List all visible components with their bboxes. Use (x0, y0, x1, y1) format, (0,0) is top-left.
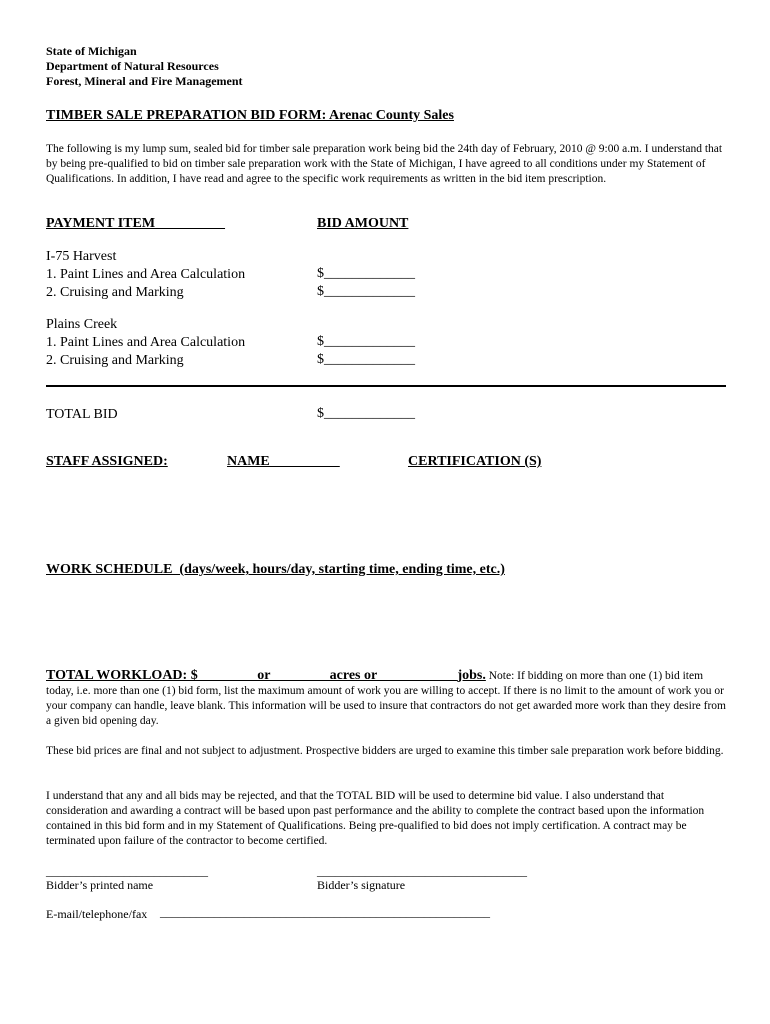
workload-note-rest: bid item today, i.e. more than one (1) bid form, list the maximum amount of work you are willing to accept. If there is no limit to the amount of work you or your company can handle, leave blank. This information will be used to insure that contractors do not get awarded more work than they desire from a given bid opening day. (46, 670, 727, 727)
signature-line[interactable]: ___________________________________ (317, 864, 527, 878)
group-name-i75: I-75 Harvest (46, 249, 117, 264)
payment-item-row: 1. Paint Lines and Area Calculation (46, 335, 246, 350)
workload-note-start: Note: If bidding on more than one (1) (488, 670, 663, 682)
bid-amount-header: BID AMOUNT (317, 216, 409, 231)
staff-assigned-label: STAFF ASSIGNED: (46, 454, 168, 469)
payment-item-row: 2. Cruising and Marking (46, 285, 184, 300)
bid-amount-field[interactable]: $_____________ (317, 352, 415, 367)
final-prices-paragraph: These bid prices are final and not subject to adjustment. Prospective bidders are urged to examine this timber sale preparation work before bidding. (46, 745, 724, 757)
total-bid-field[interactable]: $_____________ (317, 406, 415, 421)
printed-name-line[interactable]: ___________________________ (46, 864, 208, 878)
bid-amount-field[interactable]: $_____________ (317, 284, 415, 299)
printed-name-label: Bidder’s printed name (46, 878, 154, 892)
total-bid-label: TOTAL BID (46, 407, 118, 422)
total-workload-block (46, 668, 726, 729)
header-department: Department of Natural Resources (46, 59, 219, 73)
work-schedule-heading: WORK SCHEDULE (days/week, hours/day, starting time, ending time, etc.) (46, 562, 505, 577)
signature-label: Bidder’s signature (317, 878, 406, 892)
form-title: TIMBER SALE PREPARATION BID FORM: Arenac County Sales (46, 108, 454, 123)
group-name-plains-creek: Plains Creek (46, 317, 118, 332)
staff-name-header: NAME (227, 454, 340, 469)
header-division: Forest, Mineral and Fire Management (46, 74, 243, 88)
bid-form-page (46, 44, 727, 921)
contact-label: E-mail/telephone/fax (46, 907, 148, 921)
agency-header (46, 44, 726, 89)
staff-certification-header: CERTIFICATION (S) (408, 454, 542, 469)
payment-item-row: 1. Paint Lines and Area Calculation (46, 267, 246, 282)
understanding-paragraph: I understand that any and all bids may be rejected, and that the TOTAL BID will be used to determine bid value. I also understand that consideration and awarding a contract will be based upon past performance and the ability to complete the contract based upon the information contained in this bid form and in my Statement of Qualifications. Being pre-qualified to bid does not imply certification. A contract may be terminated upon failure of the contractor to become certified. (46, 790, 705, 847)
intro-paragraph: The following is my lump sum, sealed bid for timber sale preparation work being bid the 24th day of February, 2010 @ 9:00 a.m. I understand that by being pre-qualified to bid on timber sale preparation work with the State of Michigan, I have agreed to all conditions under my Statement of Qualifications. In addition, I have read and agree to the specific work requirements as written in the bid item prescription. (46, 143, 723, 185)
bid-amount-field[interactable]: $_____________ (317, 334, 415, 349)
total-workload-heading: TOTAL WORKLOAD: $________ or ________acres or ___________jobs. (46, 668, 486, 683)
payment-item-row: 2. Cruising and Marking (46, 353, 184, 368)
payment-item-header: PAYMENT ITEM (46, 216, 226, 231)
contact-line[interactable]: _______________________________________________________ (160, 905, 490, 919)
bid-amount-field[interactable]: $_____________ (317, 266, 415, 281)
section-divider (46, 385, 726, 387)
header-state: State of Michigan (46, 44, 137, 58)
